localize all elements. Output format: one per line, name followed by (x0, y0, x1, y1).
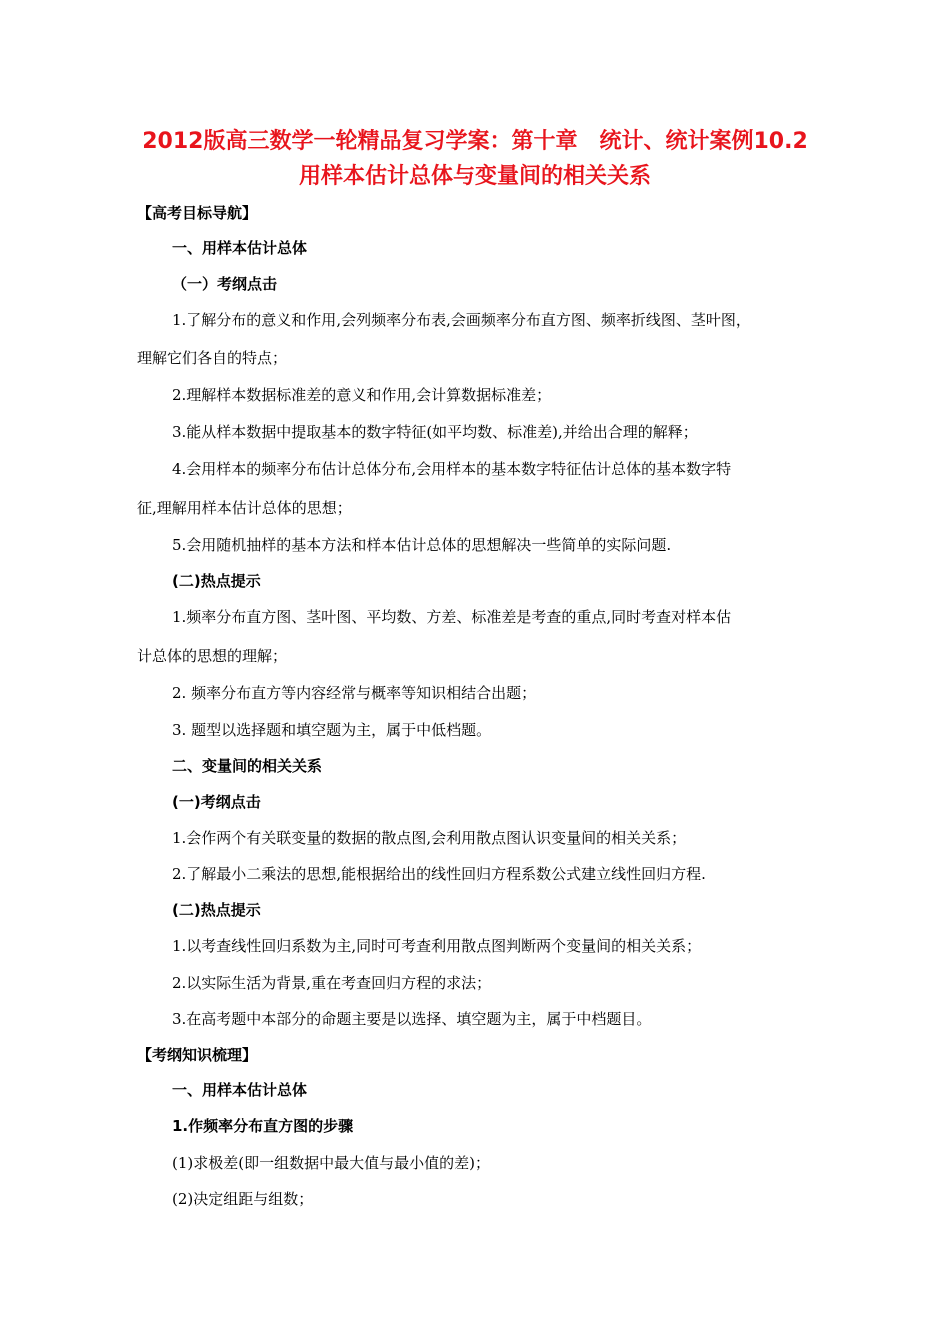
paragraph-line: 2. 频率分布直方等内容经常与概率等知识相结合出题； (172, 684, 537, 702)
paragraph-line: (2)决定组距与组数； (172, 1190, 314, 1208)
paragraph-line: 3.在高考题中本部分的命题主要是以选择、填空题为主，属于中档题目。 (172, 1010, 652, 1028)
subheading-hot-points-2: (二)热点提示 (172, 901, 261, 919)
paragraph-line: 1.以考查线性回归系数为主,同时可考查利用散点图判断两个变量间的相关关系； (172, 937, 702, 955)
paragraph-line: 2.理解样本数据标准差的意义和作用,会计算数据标准差； (172, 386, 552, 404)
paragraph-line: 3.能从样本数据中提取基本的数字特征(如平均数、标准差),并给出合理的解释； (172, 423, 698, 441)
subheading-correlation: 二、变量间的相关关系 (172, 757, 323, 775)
paragraph-line: 1.频率分布直方图、茎叶图、平均数、方差、标准差是考查的重点,同时考查对样本估 (172, 608, 732, 626)
paragraph-line: 4.会用样本的频率分布估计总体分布,会用样本的基本数字特征估计总体的基本数字特 (172, 460, 732, 478)
paragraph-line: 理解它们各自的特点； (137, 349, 288, 367)
paragraph-line: 2.了解最小二乘法的思想,能根据给出的线性回归方程系数公式建立线性回归方程. (172, 865, 706, 883)
paragraph-line: 3. 题型以选择题和填空题为主，属于中低档题。 (172, 721, 492, 739)
subheading-sample-estimate-2: 一、用样本估计总体 (172, 1081, 308, 1099)
paragraph-line: 5.会用随机抽样的基本方法和样本估计总体的思想解决一些简单的实际问题. (172, 536, 672, 554)
paragraph-line: (1)求极差(即一组数据中最大值与最小值的差)； (172, 1154, 490, 1172)
subheading-hot-points: (二)热点提示 (172, 572, 261, 590)
subheading-exam-points-2: (一)考纲点击 (172, 793, 261, 811)
document-title-line-1: 2012版高三数学一轮精品复习学案：第十章 统计、统计案例10.2 (142, 129, 808, 154)
subheading-sample-estimate: 一、用样本估计总体 (172, 239, 308, 257)
paragraph-line: 2.以实际生活为背景,重在考查回归方程的求法； (172, 974, 492, 992)
section-heading-goals: 【高考目标导航】 (137, 204, 258, 222)
subheading-histogram-steps: 1.作频率分布直方图的步骤 (172, 1117, 354, 1135)
paragraph-line: 计总体的思想的理解； (137, 647, 288, 665)
paragraph-line: 1.会作两个有关联变量的数据的散点图,会利用散点图认识变量间的相关关系； (172, 829, 687, 847)
paragraph-line: 1.了解分布的意义和作用,会列频率分布表,会画频率分布直方图、频率折线图、茎叶图， (172, 311, 751, 329)
subheading-exam-points: （一）考纲点击 (172, 275, 278, 293)
paragraph-line: 征,理解用样本估计总体的思想； (137, 499, 352, 517)
section-heading-knowledge: 【考纲知识梳理】 (137, 1046, 258, 1064)
document-title-line-2: 用样本估计总体与变量间的相关关系 (298, 164, 651, 189)
